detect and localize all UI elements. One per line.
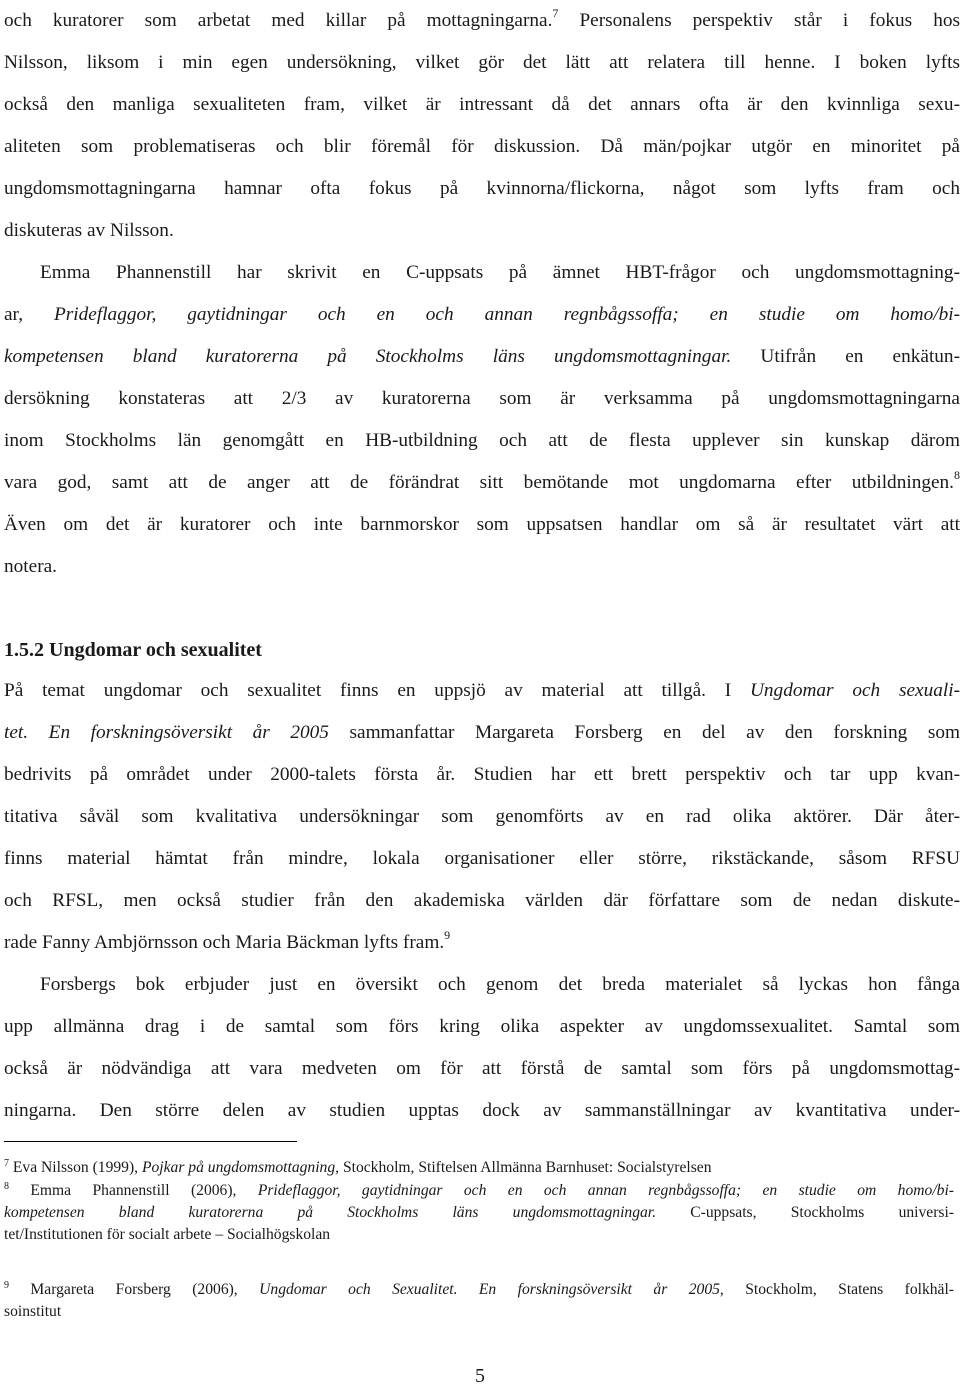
text-line: dersökning konstateras att 2/3 av kuratorerna som är verksamma på ungdomsmottagningarna — [4, 388, 960, 409]
text-line: tet. En forskningsöversikt år 2005 sammanfattar Margareta Forsberg en del av den forskning som — [4, 722, 960, 743]
footnote-line: kompetensen bland kuratorerna på Stockholms läns ungdomsmottagningar. C-uppsats, Stockholms universi- — [4, 1204, 954, 1221]
text-line: Även om det är kuratorer och inte barnmorskor som uppsatsen handlar om så är resultatet värt att — [4, 514, 960, 535]
text-line: Emma Phannenstill har skrivit en C-uppsats på ämnet HBT-frågor och ungdomsmottagning- — [40, 262, 960, 283]
text-line: ningarna. Den större delen av studien upptas dock av sammanställningar av kvantitativa under- — [4, 1100, 960, 1121]
footnote-9 — [4, 1279, 954, 1323]
text-line: ar, Prideflaggor, gaytidningar och en och annan regnbågssoffa; en studie om homo/bi- — [4, 304, 960, 325]
text-line: rade Fanny Ambjörnsson och Maria Bäckman lyfts fram.$^9$ — [4, 928, 451, 953]
text-line: Forsbergs bok erbjuder just en översikt och genom det breda materialet så lyckas hon fånga — [40, 974, 960, 995]
footnote-line: $^7$ Eva Nilsson (1999), Pojkar på ungdomsmottagning, Stockholm, Stiftelsen Allmänna Barnhuset: Socialstyrelsen — [4, 1158, 712, 1176]
footnote-ref-7: 7 — [552, 6, 559, 20]
footnote-line: tet/Institutionen för socialt arbete – Socialhögskolan — [4, 1226, 331, 1243]
text-line: notera. — [4, 556, 57, 577]
text-line: ungdomsmottagningarna hamnar ofta fokus på kvinnorna/flickorna, något som lyfts fram och — [4, 178, 960, 199]
section-heading: 1.5.2 Ungdomar och sexualitet — [4, 639, 262, 661]
text-line: inom Stockholms län genomgått en HB-utbildning och att de flesta upplever sin kunskap därom — [4, 430, 960, 451]
paragraph-phannenstill — [4, 252, 960, 588]
page-number: 5 — [475, 1365, 485, 1387]
footnote-line: $^9$ Margareta Forsberg (2006), Ungdomar och Sexualitet. En forskningsöversikt år 2005, Stockholm, Statens folkhäl- — [4, 1280, 954, 1298]
text-line: vara god, samt att de anger att de förändrat sitt bemötande mot ungdomarna efter utbildningen.$^8$ — [4, 468, 960, 493]
text-line: kompetensen bland kuratorerna på Stockholms läns ungdomsmottagningar. Utifrån en enkätun- — [4, 346, 960, 367]
text-line: aliteten som problematiseras och blir föremål för diskussion. Då män/pojkar utgör en minoritet på — [4, 136, 960, 157]
footnote-ref-8: 8 — [954, 468, 960, 482]
text-line: och kuratorer som arbetat med killar på mottagningarna.$^7$ Personalens perspektiv står i fokus hos — [4, 6, 960, 31]
footnote-line: soinstitut — [4, 1303, 62, 1320]
footnote-7 — [4, 1157, 954, 1179]
footnote-divider — [4, 1141, 297, 1142]
footnote-8 — [4, 1180, 954, 1246]
text-line: också den manliga sexualiteten fram, vilket är intressant då det annars ofta är den kvinnliga sexu- — [4, 94, 960, 115]
text-line: också är nödvändiga att vara medveten om för att förstå de samtal som förs på ungdomsmottag- — [4, 1058, 960, 1079]
paragraph-nilsson — [4, 0, 960, 252]
footnote-line: $^8$ Emma Phannenstill (2006), Prideflaggor, gaytidningar och en och annan regnbågssoffa; en studie om homo/bi- — [4, 1181, 954, 1199]
text-line: upp allmänna drag i de samtal som förs kring olika aspekter av ungdomssexualitet. Samtal som — [4, 1016, 960, 1037]
text-line: finns material hämtat från mindre, lokala organisationer eller större, rikstäckande, såsom RFSU — [4, 848, 960, 869]
footnote-ref-9: 9 — [444, 928, 451, 942]
paragraph-forsberg-book — [4, 964, 960, 1132]
text-line: och RFSL, men också studier från den akademiska världen där författare som de nedan diskute- — [4, 890, 960, 911]
text-line: titativa såväl som kvalitativa undersökningar som genomförts av en rad olika aktörer. Där åter- — [4, 806, 960, 827]
paragraph-forsberg-intro — [4, 670, 960, 964]
text-line: diskuteras av Nilsson. — [4, 220, 174, 241]
text-line: Nilsson, liksom i min egen undersökning, vilket gör det lätt att relatera till henne. I boken lyfts — [4, 52, 960, 73]
text-line: På temat ungdomar och sexualitet finns en uppsjö av material att tillgå. I Ungdomar och sexuali- — [4, 680, 960, 701]
text-line: bedrivits på området under 2000-talets första år. Studien har ett brett perspektiv och tar upp kvan- — [4, 764, 960, 785]
